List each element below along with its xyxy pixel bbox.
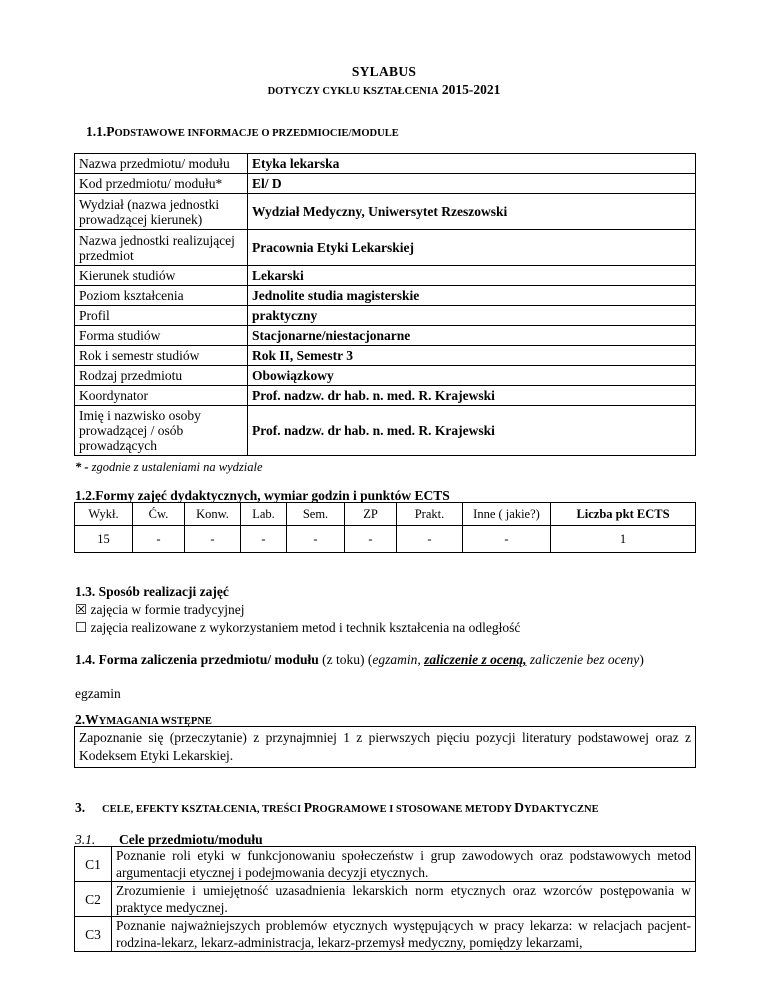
ects-value: 1	[551, 526, 696, 553]
info-label: Forma studiów	[75, 326, 248, 346]
section-1-2-heading: 1.2.Formy zajęć dydaktycznych, wymiar godzin i punktów ECTS	[75, 488, 450, 503]
goal-text: Zrozumienie i umiejętność uzasadnienia lekarskich norm etycznych oraz wzorców postępowania w praktyce medycznej.	[112, 882, 696, 917]
goal-row	[75, 917, 696, 952]
info-row	[75, 366, 696, 386]
info-label: Imię i nazwisko osoby prowadzącej / osób prowadzących	[75, 406, 248, 456]
info-value: Pracownia Etyki Lekarskiej	[248, 230, 696, 266]
subsection-title: Cele przedmiotu/modułu	[119, 832, 263, 847]
goal-text: Poznanie roli etyki w funkcjonowaniu społeczeństw i grup zawodowych oraz podstawowych metod argumentacji etycznej i podejmowania decyzji etycznych.	[112, 847, 696, 882]
ects-value: -	[345, 526, 397, 553]
info-row	[75, 230, 696, 266]
assessment-answer: egzamin	[75, 686, 121, 701]
ects-value: -	[241, 526, 287, 553]
section-1-1-heading: 1.1.PODSTAWOWE INFORMACJE O PRZEDMIOCIE/MODULE	[86, 124, 399, 139]
info-value: Wydział Medyczny, Uniwersytet Rzeszowski	[248, 194, 696, 230]
info-row	[75, 306, 696, 326]
info-label: Rok i semestr studiów	[75, 346, 248, 366]
info-value: Jednolite studia magisterskie	[248, 286, 696, 306]
section-1-3-heading: 1.3. Sposób realizacji zajęć	[75, 584, 229, 599]
info-label: Nazwa przedmiotu/ modułu	[75, 154, 248, 174]
info-label: Kod przedmiotu/ modułu*	[75, 174, 248, 194]
info-row	[75, 194, 696, 230]
info-value: Rok II, Semestr 3	[248, 346, 696, 366]
ects-header: Prakt.	[397, 503, 463, 526]
cycle-label: DOTYCZY CYKLU KSZTAŁCENIA	[267, 86, 439, 97]
ects-header: Lab.	[241, 503, 287, 526]
ects-value: -	[463, 526, 551, 553]
ects-value: -	[133, 526, 185, 553]
goal-code: C2	[75, 882, 112, 917]
selected-option: zaliczenie z oceną,	[424, 652, 527, 667]
goal-row	[75, 847, 696, 882]
info-row	[75, 346, 696, 366]
info-row	[75, 406, 696, 456]
info-label: Koordynator	[75, 386, 248, 406]
ects-header: Konw.	[185, 503, 241, 526]
info-row	[75, 266, 696, 286]
prerequisites-box: Zapoznanie się (przeczytanie) z przynajmniej 1 z pierwszych pięciu pozycji literatury podstawowej oraz z Kodeksem Etyki Lekarskiej.	[74, 726, 696, 768]
section-3-heading: 3. CELE, EFEKTY KSZTAŁCENIA, TREŚCI PROGRAMOWE I STOSOWANE METODY DYDAKTYCZNE	[75, 800, 599, 815]
info-value: praktyczny	[248, 306, 696, 326]
ects-header: Inne ( jakie?)	[463, 503, 551, 526]
goals-table	[74, 846, 696, 952]
info-label: Wydział (nazwa jednostki prowadzącej kierunek)	[75, 194, 248, 230]
info-value: Lekarski	[248, 266, 696, 286]
document-subtitle	[0, 82, 768, 98]
info-label: Rodzaj przedmiotu	[75, 366, 248, 386]
info-value: Prof. nadzw. dr hab. n. med. R. Krajewski	[248, 406, 696, 456]
info-row	[75, 286, 696, 306]
ects-header: Wykł.	[75, 503, 133, 526]
info-value: Prof. nadzw. dr hab. n. med. R. Krajewski	[248, 386, 696, 406]
info-value: Etyka lekarska	[248, 154, 696, 174]
info-label: Nazwa jednostki realizującej przedmiot	[75, 230, 248, 266]
goal-row	[75, 882, 696, 917]
option-remote: ☐ zajęcia realizowane z wykorzystaniem metod i technik kształcenia na odległość	[75, 620, 521, 635]
section-1-4-heading: 1.4. Forma zaliczenia przedmiotu/ modułu (z toku) (egzamin, zaliczenie z oceną, zaliczenie bez oceny)	[75, 652, 644, 667]
ects-header: Sem.	[287, 503, 345, 526]
option-traditional: ☒ zajęcia w formie tradycyjnej	[75, 602, 245, 617]
info-row	[75, 386, 696, 406]
ects-value: -	[185, 526, 241, 553]
info-value: Obowiązkowy	[248, 366, 696, 386]
info-value: Stacjonarne/niestacjonarne	[248, 326, 696, 346]
footnote: * - zgodnie z ustaleniami na wydziale	[75, 460, 263, 474]
ects-value: -	[397, 526, 463, 553]
info-row	[75, 174, 696, 194]
subsection-number: 3.1.	[75, 832, 96, 847]
ects-table	[74, 502, 696, 553]
cycle-years: 2015-2021	[441, 82, 501, 97]
ects-value: 15	[75, 526, 133, 553]
course-info-table	[74, 153, 696, 456]
ects-header: Liczba pkt ECTS	[551, 503, 696, 526]
info-row	[75, 326, 696, 346]
info-value: El/ D	[248, 174, 696, 194]
goal-code: C3	[75, 917, 112, 952]
ects-header: ZP	[345, 503, 397, 526]
section-2-heading: 2.WYMAGANIA WSTĘPNE	[75, 712, 212, 727]
info-label: Poziom kształcenia	[75, 286, 248, 306]
document-title: SYLABUS	[351, 64, 417, 79]
goal-code: C1	[75, 847, 112, 882]
ects-header: Ćw.	[133, 503, 185, 526]
goal-text: Poznanie najważniejszych problemów etycznych występujących w pracy lekarza: w relacjach pacjent-rodzina-lekarz, lekarz-administracja, lekarz-przemysł medyczny, pomiędzy lekarzami,	[112, 917, 696, 952]
info-row	[75, 154, 696, 174]
info-label: Kierunek studiów	[75, 266, 248, 286]
ects-value: -	[287, 526, 345, 553]
info-label: Profil	[75, 306, 248, 326]
